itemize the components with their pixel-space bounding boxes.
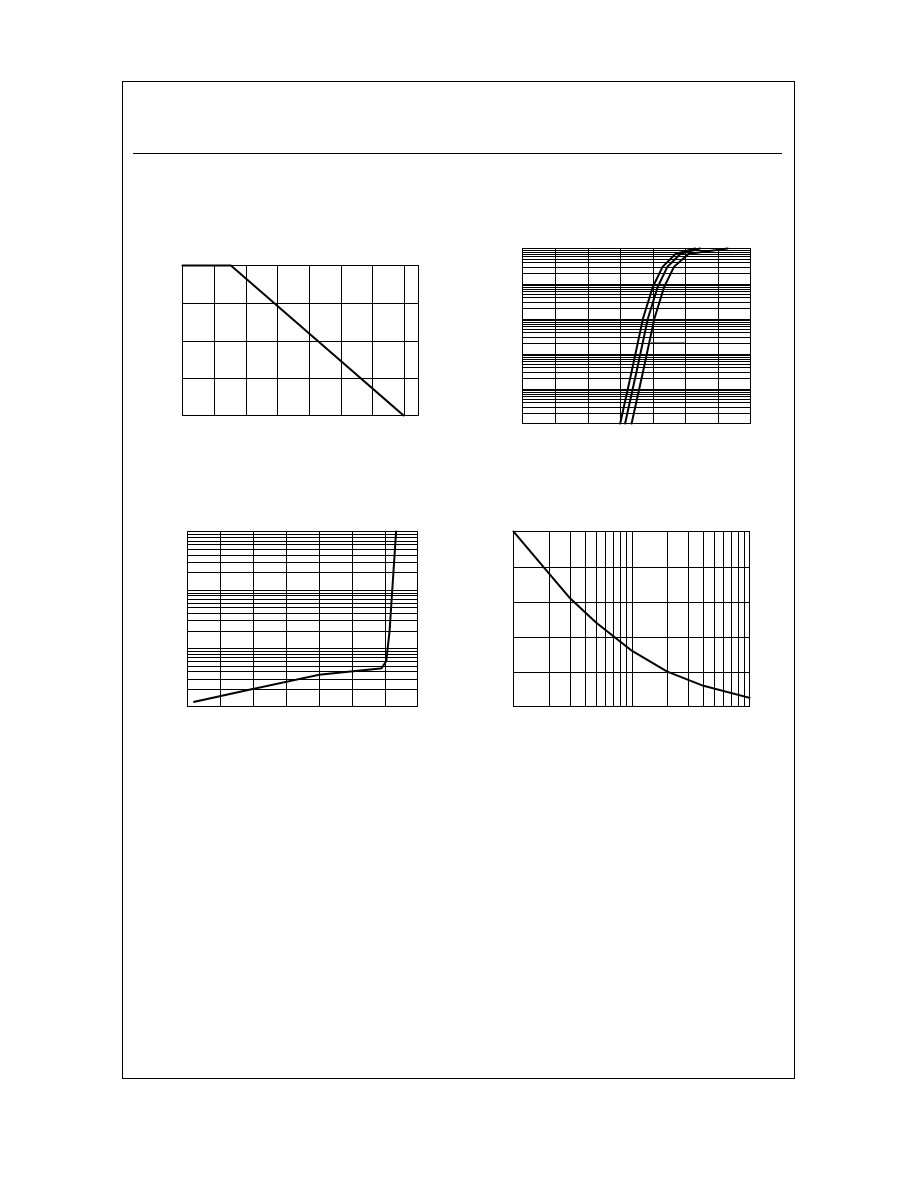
plot-frame xyxy=(514,532,750,707)
series-line-3 xyxy=(632,249,728,424)
plot-frame xyxy=(188,532,418,707)
chart-3 xyxy=(187,531,418,707)
series-line-2 xyxy=(625,249,700,424)
chart-4 xyxy=(513,531,750,707)
header-rule xyxy=(133,153,782,154)
series-line-1 xyxy=(194,532,396,702)
series-line-1 xyxy=(183,266,404,416)
chart-1 xyxy=(182,265,419,416)
chart-2 xyxy=(522,248,751,424)
plot-frame xyxy=(183,266,419,416)
